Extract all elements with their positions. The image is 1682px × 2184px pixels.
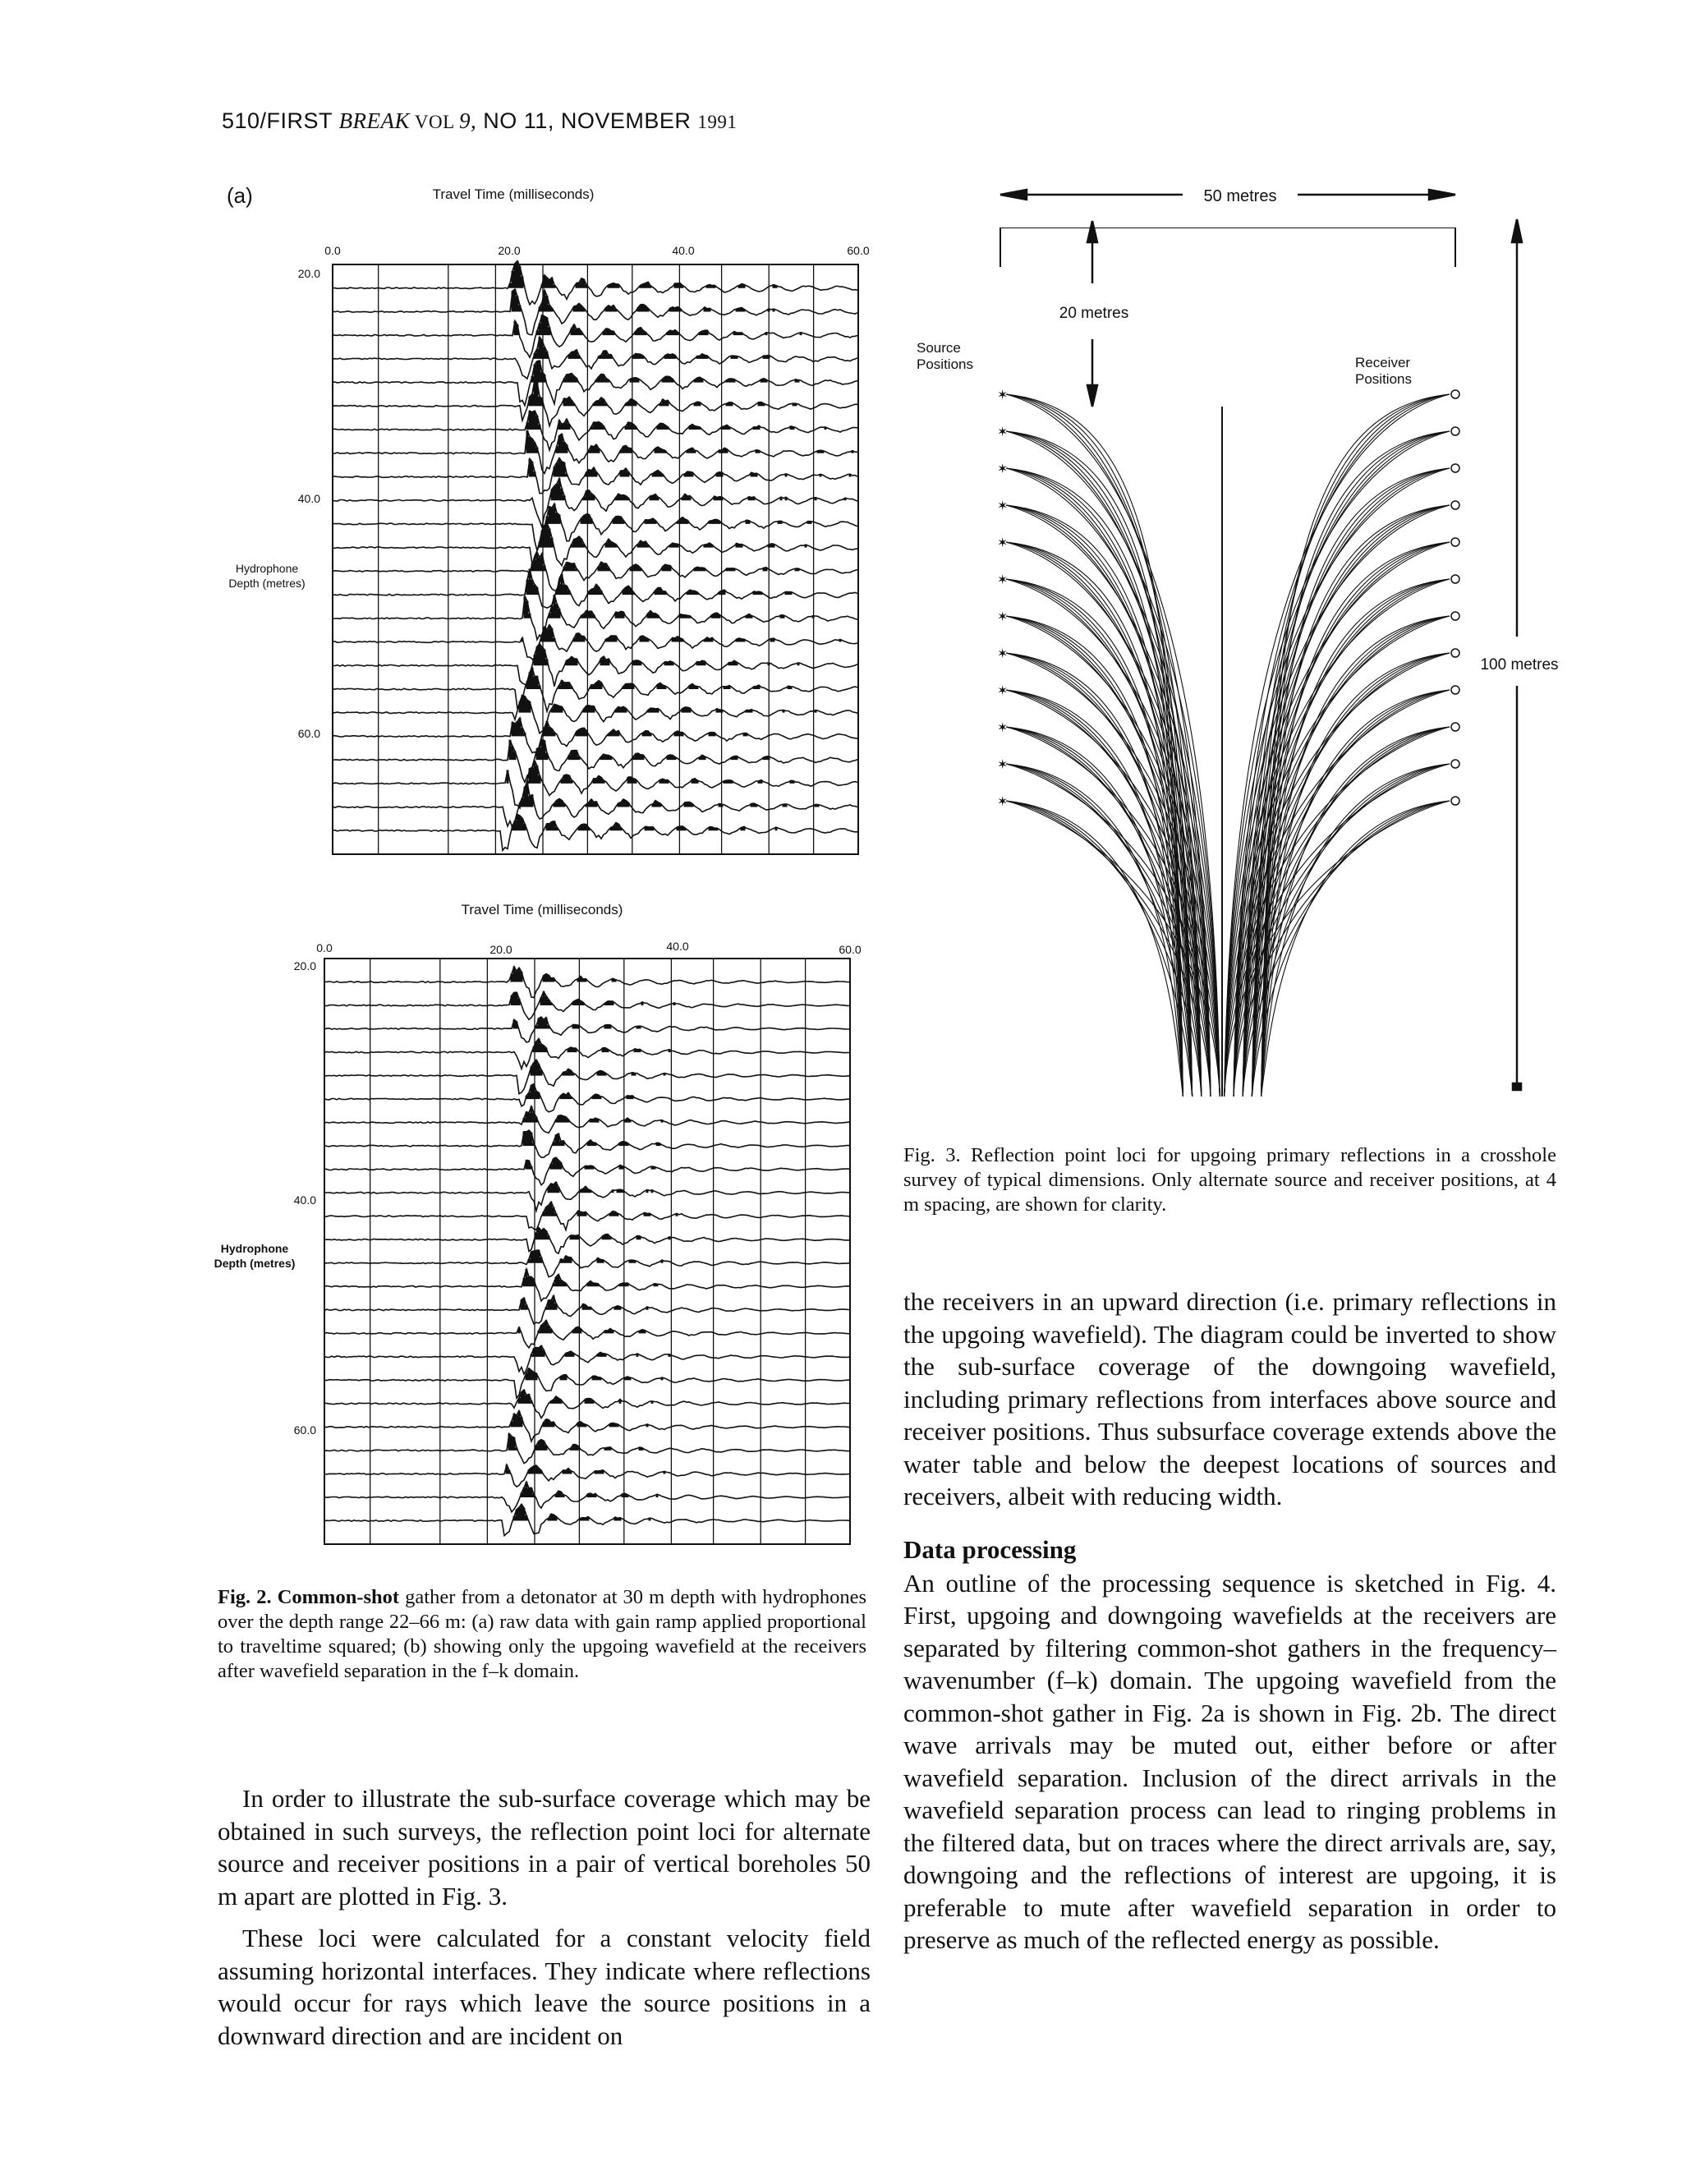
figure-2b-seismic-gather: [197, 899, 903, 1581]
y-axis-label: Depth (metres): [214, 1257, 296, 1270]
seismic-trace: [324, 1106, 849, 1133]
header-page-journal: 510/FIRST: [222, 108, 339, 133]
x-tick: 40.0: [666, 940, 689, 953]
seismic-trace: [333, 315, 857, 358]
locus-curve: [1006, 653, 1220, 1097]
locus-curve: [1006, 616, 1202, 1097]
x-tick: 60.0: [847, 244, 870, 257]
panel-a-label: (a): [227, 183, 253, 208]
seismic-trace: [324, 1039, 849, 1069]
seismic-trace: [333, 718, 857, 754]
locus-curve: [1006, 468, 1193, 1097]
seismic-trace: [324, 1345, 849, 1374]
seismic-trace: [333, 625, 857, 664]
seismic-trace: [324, 1157, 849, 1185]
source-marker: ✶: [997, 721, 1009, 735]
locus-curve: [1243, 801, 1450, 1097]
source-marker: ✶: [997, 389, 1009, 402]
trace-fill: [526, 1157, 655, 1169]
source-marker: ✶: [997, 647, 1009, 661]
locus-curve: [1006, 727, 1220, 1097]
figure-2-caption: [218, 1585, 866, 1684]
x-tick: 20.0: [489, 943, 512, 956]
y-axis-label: Hydrophone: [220, 1242, 289, 1255]
x-tick: 40.0: [672, 244, 695, 257]
seismic-trace: [333, 695, 857, 733]
trace-fill: [512, 991, 674, 1005]
seismic-trace: [333, 261, 857, 305]
source-marker: ✶: [997, 425, 1009, 439]
locus-curve: [1006, 431, 1183, 1097]
receiver-label: Positions: [1355, 371, 1412, 387]
trace-fill: [527, 668, 791, 689]
source-marker: ✶: [997, 462, 1009, 476]
seismic-trace: [333, 668, 857, 711]
receiver-marker: [1451, 797, 1459, 805]
paragraph: An outline of the processing sequence is sketched in Fig. 4. First, upgoing and downgoing wavefields at the receivers are separated by filtering common-shot gathers in the frequency–wavenumber (f–k) domain. The upgoing wavefield from the common-shot gather in Fig. 2a is shown in Fig. 2b. The direct wave arrivals may be muted out, either before or after wavefield separation. Inclusion of the direct arrivals in the wavefield separation process can lead to ringing problems in the filtered data, but on traces where the direct arrivals are, say, downgoing and the reflections of interest are upgoing, it is preferable to mute after wavefield separation in order to preserve as much of the reflected energy as possible.: [903, 1568, 1556, 1954]
height-label: 100 metres: [1480, 656, 1559, 674]
receiver-marker: [1451, 427, 1459, 435]
locus-curve: [1262, 431, 1450, 1097]
locus-curve: [1006, 764, 1202, 1097]
y-tick: 20.0: [297, 267, 320, 280]
header-issue-date: NO 11, NOVEMBER: [476, 108, 698, 133]
trace-fill: [507, 1464, 664, 1474]
locus-curve: [1252, 579, 1450, 1097]
locus-curve: [1006, 727, 1193, 1097]
seismic-trace: [333, 761, 857, 808]
trace-fill: [519, 1320, 645, 1333]
trace-fill: [522, 625, 840, 642]
trace-fill: [526, 1368, 662, 1380]
figure-2a-seismic-gather: [197, 172, 903, 887]
source-label: Source: [917, 340, 961, 356]
panel-a-traces: [333, 261, 858, 854]
locus-curve: [1262, 394, 1450, 1097]
locus-curve: [1252, 690, 1450, 1097]
seismic-trace: [324, 1084, 849, 1112]
figure-3-caption: Fig. 3. Reflection point loci for upgoing primary reflections in a crosshole survey of typical dimensions. Only alternate source and receiver positions, at 4 m spacing, are shown for clarity.: [903, 1144, 1556, 1216]
header-journal-italic: BREAK: [338, 108, 411, 133]
source-label: Positions: [917, 356, 973, 372]
seismic-trace: [324, 1250, 849, 1277]
seismic-trace: [324, 1433, 849, 1463]
y-tick: 60.0: [293, 1423, 316, 1437]
y-tick: 60.0: [297, 727, 320, 740]
receiver-marker: [1451, 464, 1459, 472]
trace-fill: [514, 1017, 640, 1028]
height-dimension-arrow: [1512, 219, 1522, 1090]
receiver-marker: [1451, 390, 1459, 398]
seismic-trace: [333, 815, 857, 851]
seismic-trace: [324, 1464, 849, 1487]
receiver-marker: [1451, 760, 1459, 768]
x-tick: 0.0: [316, 941, 333, 954]
depth-label: 20 metres: [1059, 305, 1129, 322]
trace-fill: [512, 967, 615, 982]
x-tick: 0.0: [324, 244, 341, 257]
plot-frame: [324, 959, 850, 1544]
trace-fill: [522, 1482, 657, 1497]
header-volume: VOL: [410, 112, 460, 132]
locus-curve: [1262, 801, 1450, 1097]
figure-2-caption-lead: Fig. 2. Common-shot: [218, 1586, 400, 1608]
trace-fill: [549, 1182, 652, 1193]
x-tick: 20.0: [498, 244, 521, 257]
seismic-trace: [324, 1368, 849, 1398]
left-text-column: [218, 1782, 871, 2052]
figure-2-caption-text: gather from a detonator at 30 m depth with hydrophones over the depth range 22–66 m: (a) raw data with gain ramp applied proportional to traveltime squared; (b) showing only the upgoing wavefield at the receivers after wavefield separation in the f–k domain.: [218, 1586, 867, 1682]
paragraph: In order to illustrate the sub-surface coverage which may be obtained in such surveys, the reflection point loci for alternate source and receiver positions in a pair of vertical boreholes 50 m apart are plotted in Fig. 3.: [218, 1784, 871, 1910]
seismic-trace: [333, 411, 857, 450]
panel-b-traces: [324, 959, 850, 1544]
locus-curve: [1006, 653, 1183, 1097]
source-marker: ✶: [997, 573, 1009, 587]
locus-curve: [1006, 764, 1193, 1097]
seismic-trace: [324, 1390, 849, 1418]
header-volume-num: 9,: [459, 108, 477, 133]
trace-fill: [524, 1106, 662, 1123]
seismic-trace: [333, 523, 857, 566]
source-marker: ✶: [997, 795, 1009, 809]
seismic-trace: [324, 991, 849, 1019]
x-tick: 60.0: [839, 943, 862, 956]
source-marker: ✶: [997, 499, 1009, 513]
trace-fill: [532, 361, 798, 383]
trace-fill: [532, 553, 798, 572]
trace-fill: [512, 289, 774, 311]
panel-b-axis-title: Travel Time (milliseconds): [461, 902, 623, 917]
locus-curve: [1006, 801, 1193, 1097]
locus-curve: [1006, 616, 1183, 1097]
paragraph: These loci were calculated for a constant velocity field assuming horizontal interfaces. They indicate where reflections would occur for rays which leave the source positions in a downward direction and are incident on: [218, 1924, 871, 2050]
receiver-marker: [1451, 649, 1459, 657]
seismic-trace: [333, 361, 857, 406]
locus-curve: [1252, 431, 1450, 1097]
seismic-trace: [324, 1320, 849, 1348]
width-label: 50 metres: [1203, 187, 1277, 205]
trace-fill: [534, 1039, 669, 1052]
locus-curve: [1006, 394, 1183, 1097]
source-marker: ✶: [997, 758, 1009, 772]
trace-fill: [512, 815, 776, 831]
y-axis-label: Hydrophone: [235, 562, 299, 575]
receiver-marker: [1451, 538, 1459, 546]
receiver-marker: [1451, 501, 1459, 509]
trace-fill: [544, 1202, 677, 1216]
locus-curve: [1243, 579, 1450, 1097]
source-marker: ✶: [997, 684, 1009, 698]
running-header: [222, 108, 737, 134]
seismic-trace: [324, 1228, 849, 1253]
seismic-trace: [324, 1060, 849, 1093]
y-axis-label: Depth (metres): [228, 577, 306, 590]
locus-curve: [1252, 653, 1450, 1097]
receiver-label: Receiver: [1355, 355, 1411, 370]
trace-fill: [536, 1228, 669, 1240]
seismic-trace: [333, 337, 857, 379]
paragraph: the receivers in an upward direction (i.e. primary reflections in the upgoing wavefield). The diagram could be inverted to show the sub-surface coverage of the downgoing wavefield, including primary reflections from interfaces above source and receiver positions. Thus subsurface coverage extends above the water table and below the deepest locations of sources and receivers, albeit with reducing width.: [903, 1287, 1556, 1510]
panel-a-axis-title: Travel Time (milliseconds): [432, 186, 595, 202]
seismic-trace: [333, 479, 857, 528]
receiver-marker: [1451, 575, 1459, 583]
receiver-marker: [1451, 686, 1459, 694]
header-year: 1991: [697, 112, 738, 132]
trace-fill: [530, 379, 796, 406]
right-text-column: [903, 1285, 1556, 1956]
source-marker: ✶: [997, 610, 1009, 624]
figure-3-reflection-loci: [903, 177, 1610, 1129]
locus-curve: [1006, 801, 1183, 1097]
locus-curve: [1234, 616, 1450, 1097]
seismic-trace: [324, 1017, 849, 1042]
trace-fill: [527, 411, 825, 430]
trace-fill: [535, 644, 798, 665]
trace-fill: [524, 1269, 657, 1286]
section-heading: Data processing: [903, 1534, 1077, 1564]
locus-curve: [1252, 801, 1450, 1097]
receiver-marker: [1451, 612, 1459, 620]
locus-curve: [1225, 394, 1450, 1097]
seismic-trace: [324, 967, 849, 998]
receiver-marker: [1451, 723, 1459, 731]
source-marker: ✶: [997, 536, 1009, 550]
trace-fill: [519, 1390, 652, 1404]
seismic-trace: [333, 739, 857, 782]
y-tick: 20.0: [293, 959, 316, 972]
seismic-trace: [333, 503, 857, 550]
trace-fill: [524, 1130, 659, 1146]
trace-fill: [531, 1345, 669, 1357]
seismic-trace: [324, 1182, 849, 1211]
trace-fill: [531, 1060, 664, 1075]
y-tick: 40.0: [293, 1193, 316, 1207]
y-tick: 40.0: [297, 492, 320, 505]
